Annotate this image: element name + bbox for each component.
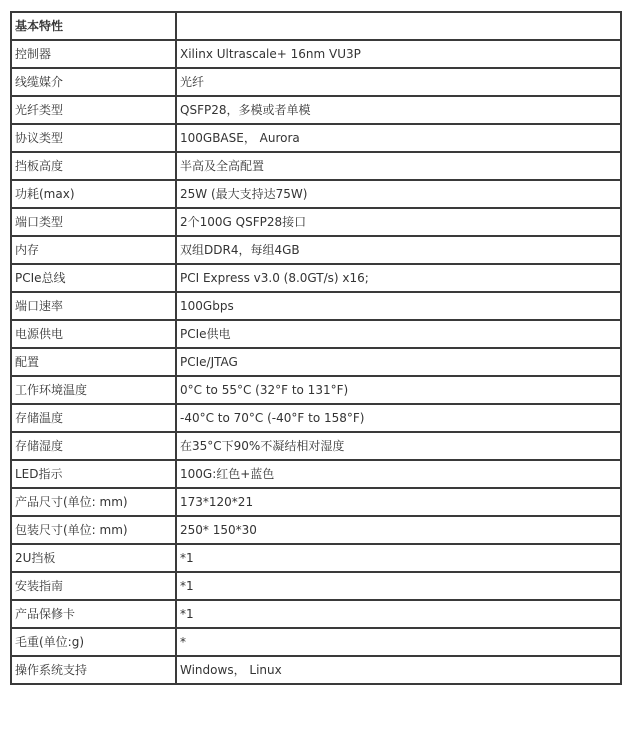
spec-value-cell: 173*120*21 <box>176 488 621 516</box>
spec-table-body <box>11 12 621 684</box>
table-row <box>11 516 621 544</box>
table-row <box>11 404 621 432</box>
spec-label-cell: 毛重(单位:g) <box>11 628 176 656</box>
spec-value-cell: *1 <box>176 544 621 572</box>
table-row <box>11 572 621 600</box>
table-row <box>11 208 621 236</box>
spec-value-cell: 25W (最大支持达75W) <box>176 180 621 208</box>
spec-value-cell: 100GBASE， Aurora <box>176 124 621 152</box>
spec-label-cell: 电源供电 <box>11 320 176 348</box>
table-row <box>11 460 621 488</box>
spec-value-cell: PCIe供电 <box>176 320 621 348</box>
table-row <box>11 40 621 68</box>
spec-label-cell: 内存 <box>11 236 176 264</box>
spec-label-cell: 端口类型 <box>11 208 176 236</box>
spec-label-cell: 产品尺寸(单位: mm) <box>11 488 176 516</box>
spec-label-cell: 安装指南 <box>11 572 176 600</box>
spec-label-cell: 功耗(max) <box>11 180 176 208</box>
table-row <box>11 600 621 628</box>
spec-label-cell: 存储湿度 <box>11 432 176 460</box>
spec-value-cell: -40°C to 70°C (-40°F to 158°F) <box>176 404 621 432</box>
spec-value-cell: 2个100G QSFP28接口 <box>176 208 621 236</box>
table-row <box>11 96 621 124</box>
spec-value-cell: *1 <box>176 600 621 628</box>
spec-label-cell: 控制器 <box>11 40 176 68</box>
spec-value-cell: 0°C to 55°C (32°F to 131°F) <box>176 376 621 404</box>
table-row <box>11 348 621 376</box>
table-row <box>11 320 621 348</box>
table-row <box>11 488 621 516</box>
spec-label-cell: 线缆媒介 <box>11 68 176 96</box>
spec-value-cell: 半高及全高配置 <box>176 152 621 180</box>
spec-value-cell: 在35°C下90%不凝结相对湿度 <box>176 432 621 460</box>
table-row <box>11 152 621 180</box>
spec-label-cell: 包装尺寸(单位: mm) <box>11 516 176 544</box>
table-header-row <box>11 12 621 40</box>
spec-value-cell: 100Gbps <box>176 292 621 320</box>
spec-table <box>10 11 622 685</box>
table-row <box>11 656 621 684</box>
spec-value-cell: Xilinx Ultrascale+ 16nm VU3P <box>176 40 621 68</box>
table-row <box>11 432 621 460</box>
spec-label-cell: 端口速率 <box>11 292 176 320</box>
table-row <box>11 236 621 264</box>
spec-value-cell: * <box>176 628 621 656</box>
spec-label-cell: 挡板高度 <box>11 152 176 180</box>
spec-label-cell: 光纤类型 <box>11 96 176 124</box>
spec-value-cell: Windows， Linux <box>176 656 621 684</box>
spec-value-cell: *1 <box>176 572 621 600</box>
spec-value-cell: PCIe/JTAG <box>176 348 621 376</box>
table-row <box>11 264 621 292</box>
spec-label-cell: 操作系统支持 <box>11 656 176 684</box>
spec-label-cell: 工作环境温度 <box>11 376 176 404</box>
spec-value-cell: QSFP28，多模或者单模 <box>176 96 621 124</box>
table-row <box>11 628 621 656</box>
table-header-cell: 基本特性 <box>11 12 176 40</box>
spec-label-cell: 产品保修卡 <box>11 600 176 628</box>
spec-label-cell: 协议类型 <box>11 124 176 152</box>
table-row <box>11 124 621 152</box>
spec-label-cell: 配置 <box>11 348 176 376</box>
spec-value-cell: 100G:红色+蓝色 <box>176 460 621 488</box>
table-row <box>11 68 621 96</box>
table-row <box>11 544 621 572</box>
spec-label-cell: PCIe总线 <box>11 264 176 292</box>
spec-value-cell: 双组DDR4，每组4GB <box>176 236 621 264</box>
spec-value-cell: PCI Express v3.0 (8.0GT/s) x16; <box>176 264 621 292</box>
spec-label-cell: LED指示 <box>11 460 176 488</box>
spec-value-cell: 光纤 <box>176 68 621 96</box>
table-row <box>11 292 621 320</box>
spec-label-cell: 2U挡板 <box>11 544 176 572</box>
table-row <box>11 180 621 208</box>
table-header-empty-cell <box>176 12 621 40</box>
spec-label-cell: 存储温度 <box>11 404 176 432</box>
spec-value-cell: 250* 150*30 <box>176 516 621 544</box>
table-row <box>11 376 621 404</box>
